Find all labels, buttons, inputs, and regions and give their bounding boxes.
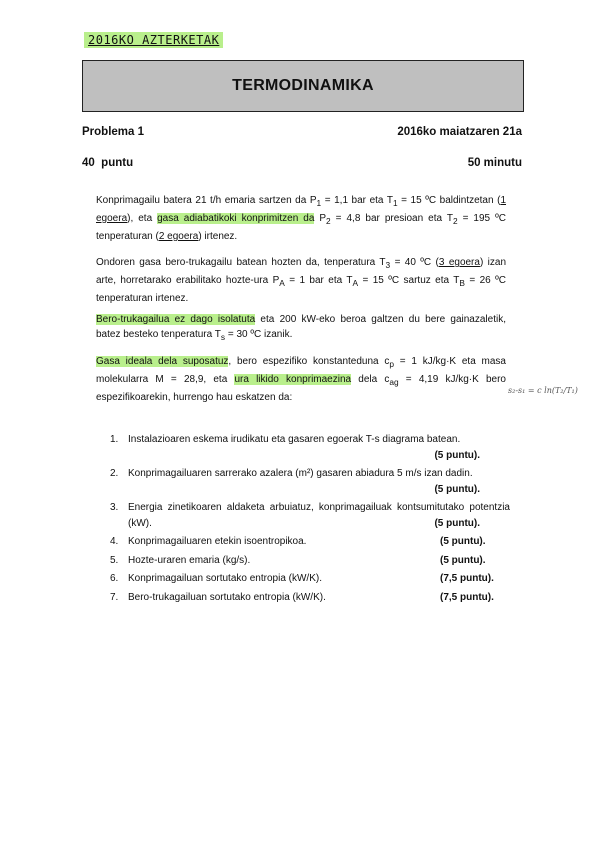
paragraph-compressor: Konprimagailu batera 21 t/h emaria sartzen da $P_1 = 1,1$ bar eta $T_1 = 15$ ºC baldintzetan (1 egoera), eta gasa adiabatikoki konprimitzen da $P_2 = 4,8$ bar presioan eta $T_2 = 195$ ºC tenperaturan (2 egoera) irtenez. (96, 195, 507, 242)
state-1-label: 1 egoera (96, 195, 507, 224)
handwritten-title: 2016KO AZTERKETAK (84, 32, 223, 48)
question-item: 2. Konprimagailuaren sarrerako azalera (m²) gasaren abiadura 5 m/s izan dadin. (5 puntu). (110, 468, 480, 495)
exam-date: 2016ko maiatzaren 21a (397, 126, 522, 138)
state-2-label: 2 egoera (158, 231, 199, 242)
duration: 50 minutu (467, 157, 522, 169)
question-item: 1. Instalazioaren eskema irudikatu eta gasaren egoerak T-s diagrama batean. (5 puntu). (110, 434, 480, 461)
banner-title: TERMODINAMIKA (232, 77, 374, 94)
highlight-adiabatic: gasa adiabatikoki konprimitzen da (157, 213, 315, 224)
question-item: 3. Energia zinetikoaren aldaketa arbuiatuz, konprimagailuak kontsumitutako potentzia (kW). (5 puntu). (110, 502, 510, 529)
question-item: 7. Bero-trukagailuan sortutako entropia (kW/K). (7,5 puntu). (110, 591, 494, 603)
paragraph-assumptions: Gasa ideala dela suposatuz, bero espezifiko konstanteduna $c_p = 1$ kJ/kg·K eta masa molekularra M = 28,9, eta ura likido konprimaezina dela $c_{ag} = 4,19$ kJ/kg·K bero espezifikoarekin, hurrengo hau eskatzen da: (96, 356, 506, 403)
question-item: 4. Konprimagailuaren etekin isoentropikoa. (5 puntu). (110, 536, 486, 547)
highlight-not-insulated: Bero-trukagailua ez dago isolatuta (96, 314, 256, 325)
state-3-label: 3 egoera (438, 257, 480, 268)
title-banner (82, 60, 524, 112)
problem-label: Problema 1 (82, 126, 144, 138)
paragraph-heat-exchanger: Ondoren gasa bero-trukagailu batean hozten da, tenperatura $T_3 = 40$ ºC (3 egoera) izan arte, horretarako erabilitako hozte-ura $P_A = 1$ bar eta $T_A = 15$ ºC sartuz eta $T_B = 26$ ºC tenperaturan irtenez. (96, 257, 507, 304)
highlight-incompressible-liquid: ura likido konprimaezina (234, 374, 352, 385)
question-item: 6. Konprimagailuan sortutako entropia (kW/K). (7,5 puntu). (110, 573, 494, 584)
highlight-ideal-gas: Gasa ideala dela suposatuz (96, 356, 229, 367)
total-points: 40 puntu (82, 157, 134, 169)
question-item: 5. Hozte-uraren emaria (kg/s). (5 puntu). (110, 554, 486, 566)
question-list (110, 432, 510, 608)
handwritten-entropy-note: s₂-s₁ = c ln(T₂/T₁) (508, 386, 578, 395)
paragraph-heat-loss: Bero-trukagailua ez dago isolatuta eta 200 kW-eko beroa galtzen du bere gainazaletik, batez besteko tenperatura $T_s = 30$ ºC izanik. (96, 314, 506, 342)
